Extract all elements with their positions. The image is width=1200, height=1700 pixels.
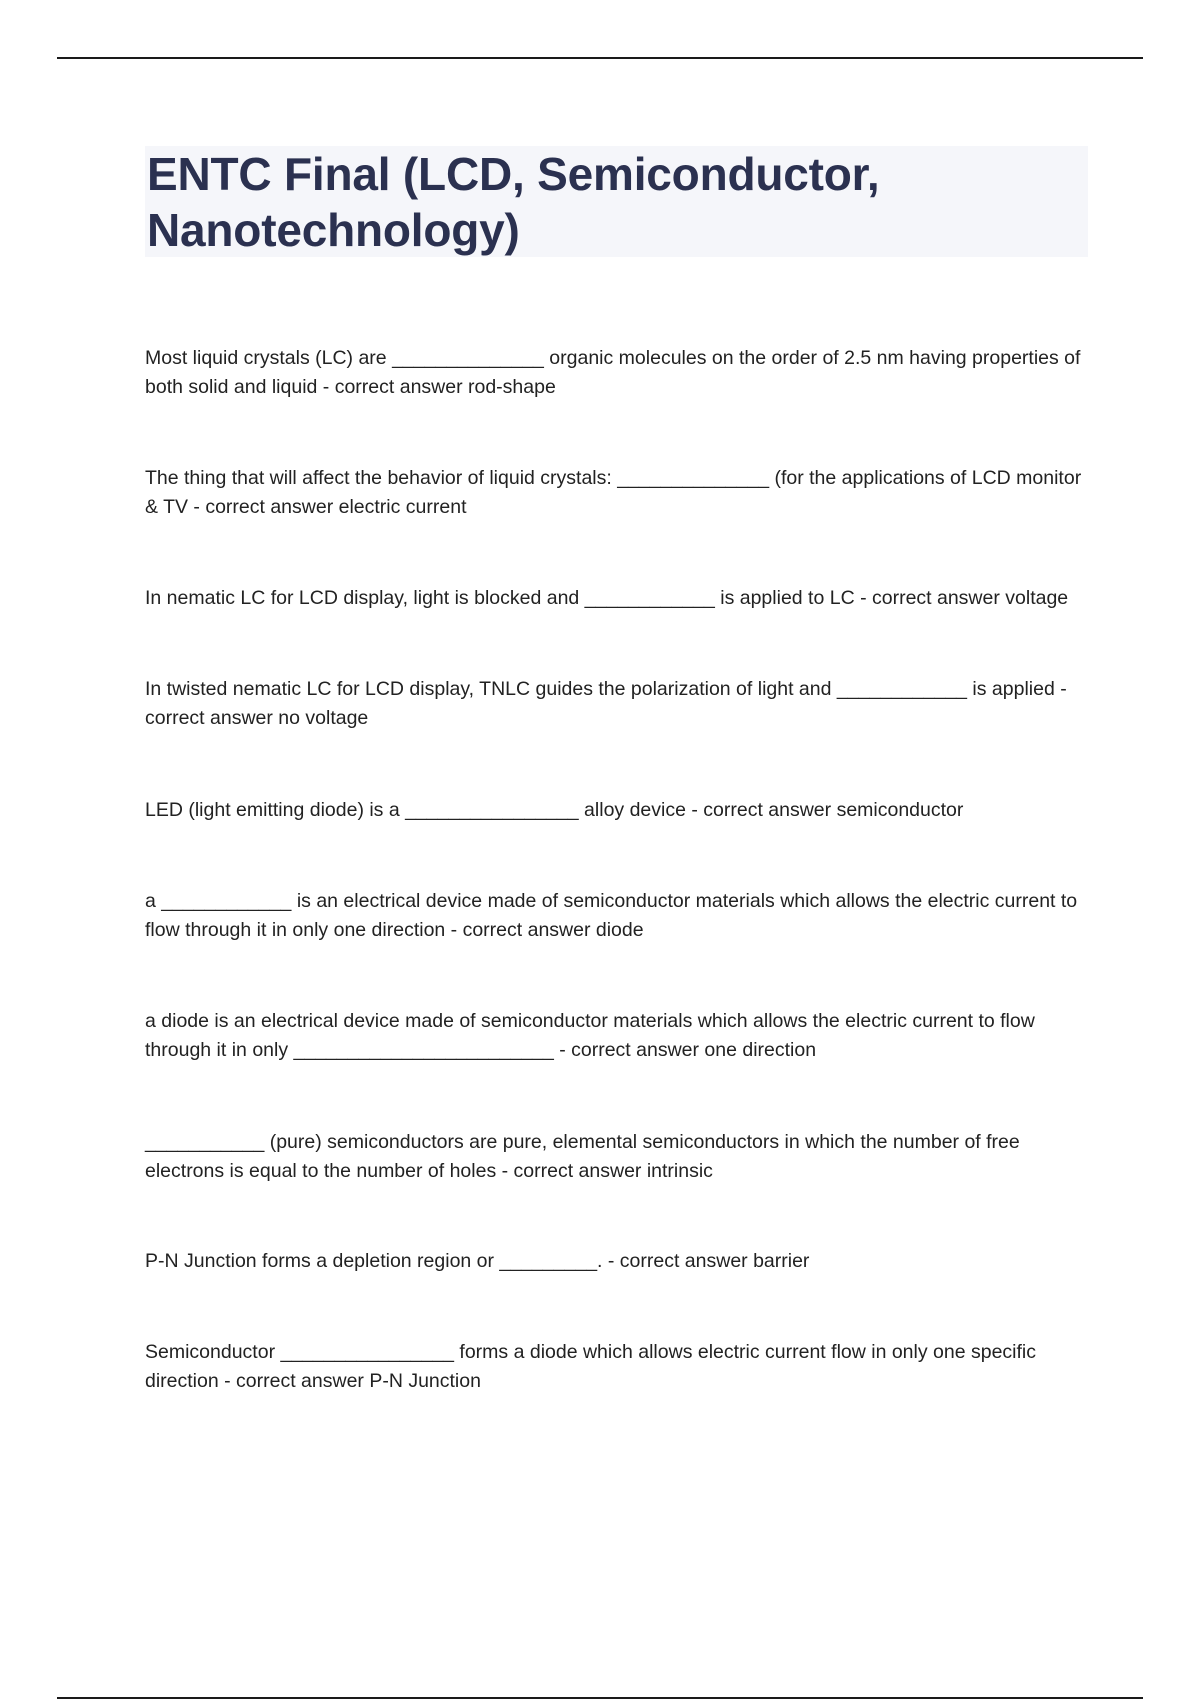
qa-item-4: In twisted nematic LC for LCD display, TNLC guides the polarization of light and ____________ is applied - correct answer no voltage xyxy=(145,678,1067,729)
page-title: ENTC Final (LCD, Semiconductor, Nanotechnology) xyxy=(147,148,880,256)
qa-list xyxy=(145,344,1090,1396)
qa-item-8: ___________ (pure) semiconductors are pure, elemental semiconductors in which the number of free electrons is equal to the number of holes - correct answer intrinsic xyxy=(145,1131,1020,1182)
qa-item-2: The thing that will affect the behavior of liquid crystals: ______________ (for the applications of LCD monitor & TV - correct answer electric current xyxy=(145,467,1082,518)
qa-item-9: P-N Junction forms a depletion region or _________. - correct answer barrier xyxy=(145,1250,810,1272)
top-rule xyxy=(57,57,1143,59)
qa-item-7: a diode is an electrical device made of semiconductor materials which allows the electric current to flow through it in only ________________________ - correct answer one direction xyxy=(145,1010,1035,1061)
qa-item-10: Semiconductor ________________ forms a diode which allows electric current flow in only one specific direction - correct answer P-N Junction xyxy=(145,1341,1037,1392)
bottom-rule xyxy=(57,1697,1143,1699)
qa-item-1: Most liquid crystals (LC) are ______________ organic molecules on the order of 2.5 nm having properties of both solid and liquid - correct answer rod-shape xyxy=(145,347,1081,398)
qa-item-6: a ____________ is an electrical device made of semiconductor materials which allows the electric current to flow through it in only one direction - correct answer diode xyxy=(145,890,1078,941)
qa-item-5: LED (light emitting diode) is a ________________ alloy device - correct answer semiconductor xyxy=(145,799,964,821)
title-block xyxy=(145,146,1088,257)
qa-item-3: In nematic LC for LCD display, light is blocked and ____________ is applied to LC - correct answer voltage xyxy=(145,587,1069,609)
